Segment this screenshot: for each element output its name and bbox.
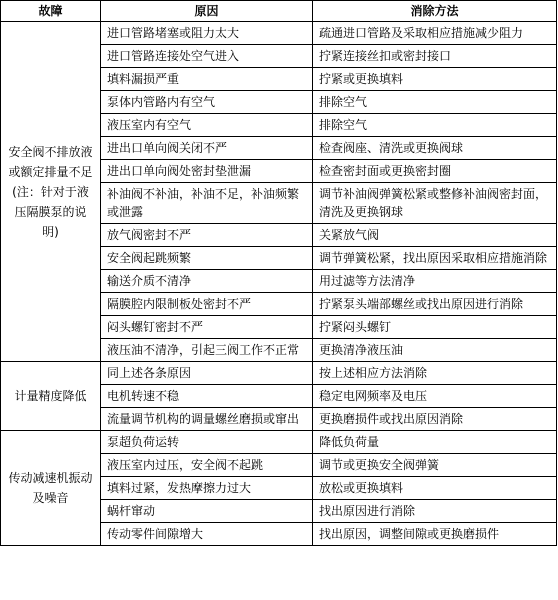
header-cause: 原因 (101, 1, 313, 22)
cause-cell: 泵超负荷运转 (101, 431, 313, 454)
fault-cell: 安全阀不排放液或额定排量不足(注：针对于液压隔膜泵的说明) (1, 22, 101, 362)
remedy-cell: 更换磨损件或找出原因消除 (313, 408, 557, 431)
cause-cell: 液压室内有空气 (101, 114, 313, 137)
cause-cell: 传动零件间隙增大 (101, 523, 313, 546)
remedy-cell: 拧紧连接丝扣或密封接口 (313, 45, 557, 68)
cause-cell: 泵体内管路内有空气 (101, 91, 313, 114)
cause-cell: 进出口单向阀关闭不严 (101, 137, 313, 160)
fault-cell: 计量精度降低 (1, 362, 101, 431)
header-fault: 故障 (1, 1, 101, 22)
cause-cell: 闷头螺钉密封不严 (101, 316, 313, 339)
remedy-cell: 用过滤等方法清净 (313, 270, 557, 293)
cause-cell: 填料过紧，发热摩擦力过大 (101, 477, 313, 500)
remedy-cell: 调节补油阀弹簧松紧或整修补油阀密封面，清洗及更换钢球 (313, 183, 557, 224)
cause-cell: 同上述各条原因 (101, 362, 313, 385)
cause-cell: 液压室内过压，安全阀不起跳 (101, 454, 313, 477)
cause-cell: 蜗杆窜动 (101, 500, 313, 523)
table-row (1, 22, 557, 45)
cause-cell: 安全阀起跳频繁 (101, 247, 313, 270)
remedy-cell: 拧紧或更换填料 (313, 68, 557, 91)
remedy-cell: 拧紧泵头端部螺丝或找出原因进行消除 (313, 293, 557, 316)
header-row (1, 1, 557, 22)
fault-cell: 传动减速机振动及噪音 (1, 431, 101, 546)
cause-cell: 流量调节机构的调量螺丝磨损或窜出 (101, 408, 313, 431)
cause-cell: 填料漏损严重 (101, 68, 313, 91)
remedy-cell: 稳定电网频率及电压 (313, 385, 557, 408)
remedy-cell: 更换清净液压油 (313, 339, 557, 362)
remedy-cell: 找出原因进行消除 (313, 500, 557, 523)
cause-cell: 补油阀不补油，补油不足，补油频繁或泄露 (101, 183, 313, 224)
remedy-cell: 检查阀座、清洗或更换阀球 (313, 137, 557, 160)
table-row (1, 431, 557, 454)
cause-cell: 放气阀密封不严 (101, 224, 313, 247)
remedy-cell: 降低负荷量 (313, 431, 557, 454)
remedy-cell: 找出原因，调整间隙或更换磨损件 (313, 523, 557, 546)
remedy-cell: 排除空气 (313, 91, 557, 114)
cause-cell: 进出口单向阀处密封垫泄漏 (101, 160, 313, 183)
cause-cell: 隔膜腔内限制板处密封不严 (101, 293, 313, 316)
remedy-cell: 检查密封面或更换密封圈 (313, 160, 557, 183)
cause-cell: 液压油不清净，引起三阀工作不正常 (101, 339, 313, 362)
remedy-cell: 调节弹簧松紧，找出原因采取相应措施消除 (313, 247, 557, 270)
cause-cell: 进口管路堵塞或阻力太大 (101, 22, 313, 45)
remedy-cell: 疏通进口管路及采取相应措施减少阻力 (313, 22, 557, 45)
cause-cell: 进口管路连接处空气进入 (101, 45, 313, 68)
cause-cell: 输送介质不清净 (101, 270, 313, 293)
remedy-cell: 调节或更换安全阀弹簧 (313, 454, 557, 477)
remedy-cell: 放松或更换填料 (313, 477, 557, 500)
remedy-cell: 排除空气 (313, 114, 557, 137)
table-row (1, 362, 557, 385)
remedy-cell: 拧紧闷头螺钉 (313, 316, 557, 339)
cause-cell: 电机转速不稳 (101, 385, 313, 408)
remedy-cell: 关紧放气阀 (313, 224, 557, 247)
remedy-cell: 按上述相应方法消除 (313, 362, 557, 385)
header-remedy: 消除方法 (313, 1, 557, 22)
